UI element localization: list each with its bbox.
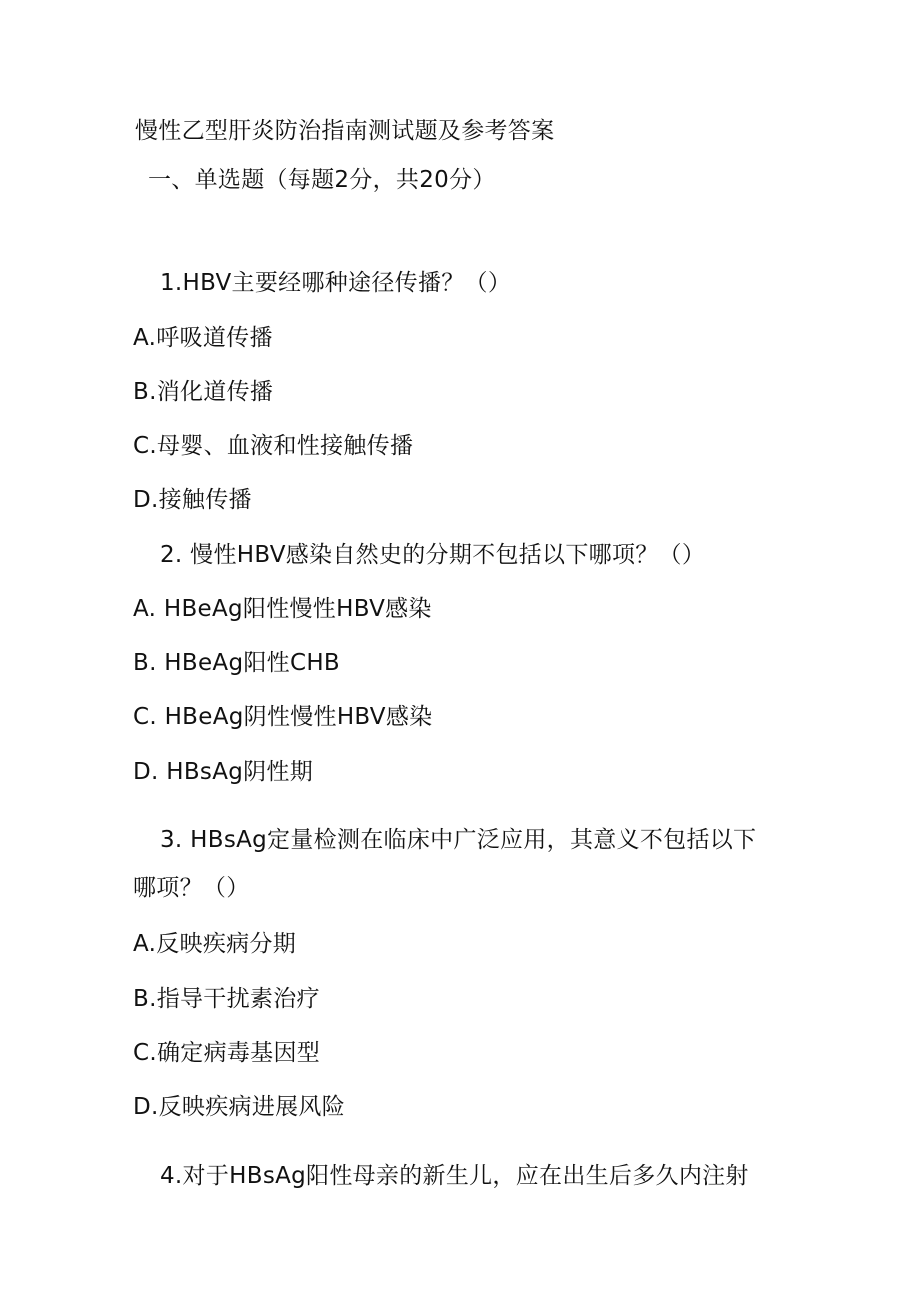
question-3-option-a: A.反映疾病分期 (133, 931, 297, 957)
question-1-option-c: C.母婴、血液和性接触传播 (133, 433, 414, 459)
question-2-stem: 2. 慢性HBV感染自然史的分期不包括以下哪项？（） (160, 542, 706, 568)
question-3-option-d: D.反映疾病进展风险 (133, 1094, 346, 1120)
question-2-option-a: A. HBeAg阳性慢性HBV感染 (133, 596, 432, 622)
document-title: 慢性乙型肝炎防治指南测试题及参考答案 (135, 118, 555, 144)
question-1-option-d: D.接触传播 (133, 487, 252, 513)
question-1-option-a: A.呼吸道传播 (133, 325, 273, 351)
question-1-stem: 1.HBV主要经哪种途径传播？（） (160, 270, 512, 296)
question-3-option-b: B.指导干扰素治疗 (133, 986, 320, 1012)
question-2-option-d: D. HBsAg阴性期 (133, 759, 314, 785)
question-3-option-c: C.确定病毒基因型 (133, 1040, 321, 1066)
question-1-option-b: B.消化道传播 (133, 379, 274, 405)
question-2-option-c: C. HBeAg阴性慢性HBV感染 (133, 704, 433, 730)
question-4-stem: 4.对于HBsAg阳性母亲的新生儿，应在出生后多久内注射 (160, 1163, 749, 1189)
question-3-stem-line-1: 3. HBsAg定量检测在临床中广泛应用，其意义不包括以下 (160, 827, 757, 853)
question-2-option-b: B. HBeAg阳性CHB (133, 650, 340, 676)
section-heading: 一、单选题（每题2分，共20分） (148, 167, 496, 193)
question-3-stem-line-2: 哪项？（） (133, 875, 250, 901)
